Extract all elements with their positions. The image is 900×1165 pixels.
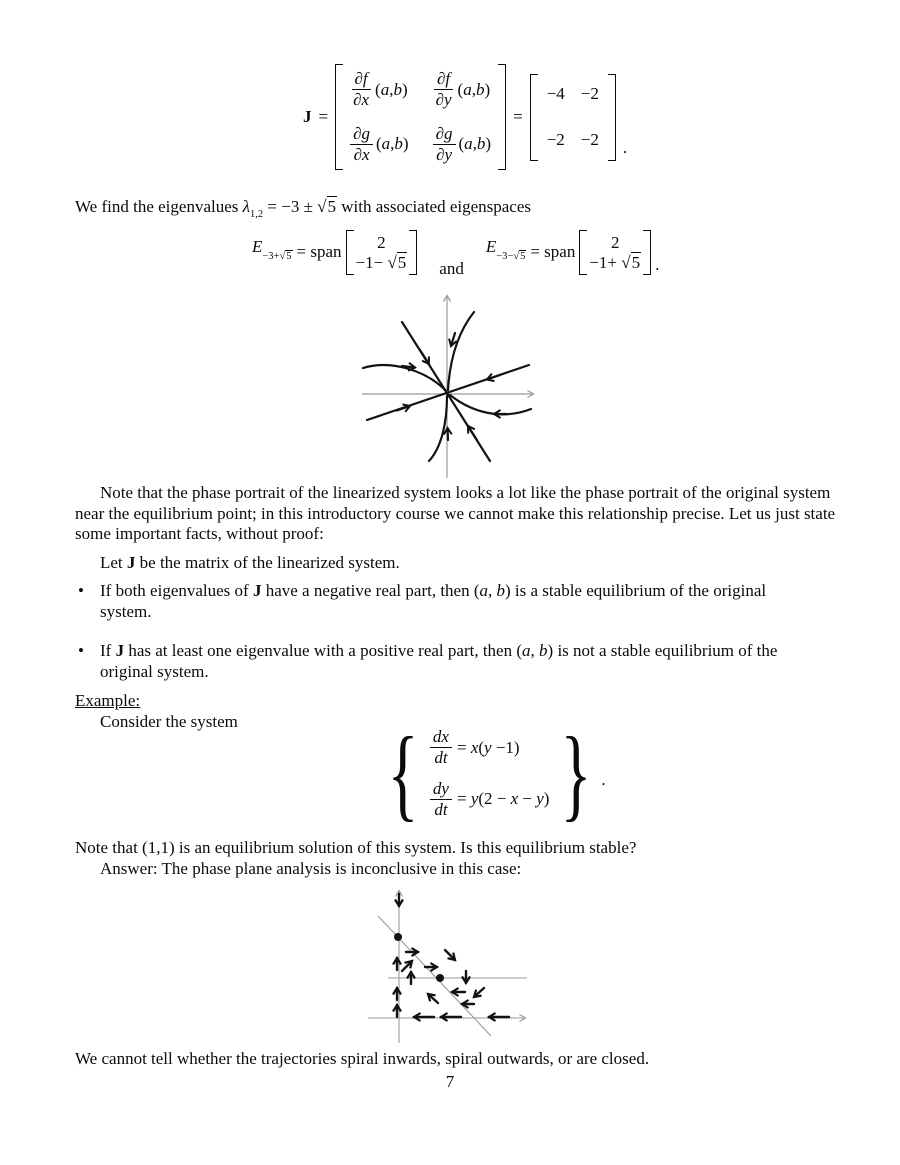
period: .: [601, 770, 606, 790]
jacobian-matrix: [335, 64, 506, 170]
and-word: and: [439, 258, 464, 278]
arrow-up-left: [428, 994, 438, 1003]
arrow-down-left: [474, 988, 484, 997]
eigenspace-2: $E_{-3-√5}$ = span 2 −1+ √5: [486, 230, 651, 275]
ode-eq2: $\frac{dy}{dt}$ = y(2 − x − y): [430, 780, 550, 820]
nullcline-lines: [368, 891, 527, 1043]
matrix-cell: $\frac{\partial g}{\partial x}$ (a,b): [350, 125, 409, 165]
numeric-matrix: −4 −2 −2 −2: [530, 74, 616, 161]
eigenspaces-line: [252, 230, 660, 278]
trajectory-lower-right: [450, 395, 531, 414]
equilibrium-question: Note that (1,1) is an equilibrium solution of this system. Is this equilibrium stable?: [75, 838, 637, 857]
ode-eq1: $\frac{dx}{dt}$ = x(y −1): [430, 728, 550, 768]
matrix-cell: $\frac{\partial g}{\partial y}$ (a,b): [433, 125, 492, 165]
bullet-marker: •: [78, 581, 84, 600]
arrow-up-right: [402, 961, 412, 971]
arrow-toward-origin: [468, 426, 477, 440]
period: .: [622, 137, 628, 157]
arrow-toward-origin: [451, 333, 455, 346]
equals-sign: =: [513, 106, 523, 126]
equilibrium-point: [394, 933, 402, 941]
example-heading: Example:: [75, 691, 141, 710]
trajectory-left: [363, 365, 446, 391]
jacobian-lhs: J: [303, 106, 312, 126]
period: .: [655, 254, 660, 274]
direction-field-arrows: [397, 894, 509, 1017]
bullet-text: If J has at least one eigenvalue with a positive real part, then (a, b) is not a stable equilibrium of the original system.: [100, 641, 778, 681]
matrix-cell: $\frac{\partial f}{\partial x}$ (a,b): [353, 69, 408, 110]
equilibrium-point: [436, 974, 444, 982]
left-bracket: [335, 64, 343, 170]
example-intro: Consider the system: [100, 712, 238, 731]
arrow-toward-origin: [402, 366, 415, 368]
bullet-text: If both eigenvalues of J have a negative real part, then (a, b) is a stable equilibrium of the original system.: [100, 581, 767, 621]
bullet-marker: •: [78, 641, 84, 660]
equals-sign: =: [318, 106, 329, 126]
left-brace: {: [387, 716, 419, 831]
arrow-down-right: [445, 950, 455, 960]
phase-portrait-linearized: [352, 286, 552, 482]
right-bracket: [643, 230, 651, 275]
arrow-toward-origin: [487, 375, 500, 380]
eigenspace-1: $E_{-3+√5}$ = span 2 −1− √5: [252, 230, 417, 275]
arrow-toward-origin: [420, 350, 429, 364]
eigenline-shallow: [367, 365, 529, 420]
left-bracket: [579, 230, 587, 275]
phase-plane-diagram: [352, 873, 547, 1045]
jacobian-equation: [303, 64, 627, 170]
right-bracket: [409, 230, 417, 275]
trajectory-upper-right: [448, 312, 474, 390]
right-bracket: [608, 74, 616, 161]
left-bracket: [346, 230, 354, 275]
matrix-cell: $\frac{\partial f}{\partial y}$ (a,b): [435, 69, 491, 110]
left-bracket: [530, 74, 538, 161]
page-number: 7: [445, 1072, 455, 1091]
right-brace: }: [560, 716, 592, 831]
ode-system: [378, 716, 606, 831]
paragraph-let-j: Let J be the matrix of the linearized system.: [100, 553, 400, 572]
answer-line: Answer: The phase plane analysis is inconclusive in this case:: [100, 859, 522, 878]
closing-line: We cannot tell whether the trajectories spiral inwards, spiral outwards, or are closed.: [75, 1049, 650, 1068]
arrow-toward-origin: [448, 428, 449, 440]
trajectory-bottom: [429, 396, 447, 461]
paragraph-note: Note that the phase portrait of the linearized system looks a lot like the phase portrait of the original system near the equilibrium point; in this introductory course we cannot make this relationship precise. Let us just state some important facts, without proof:: [75, 483, 836, 544]
right-bracket: [498, 64, 506, 170]
eigenvalues-line: We find the eigenvalues $\lambda_{1,2} = -3 \pm √5$ with associated eigenspaces: [75, 197, 532, 220]
